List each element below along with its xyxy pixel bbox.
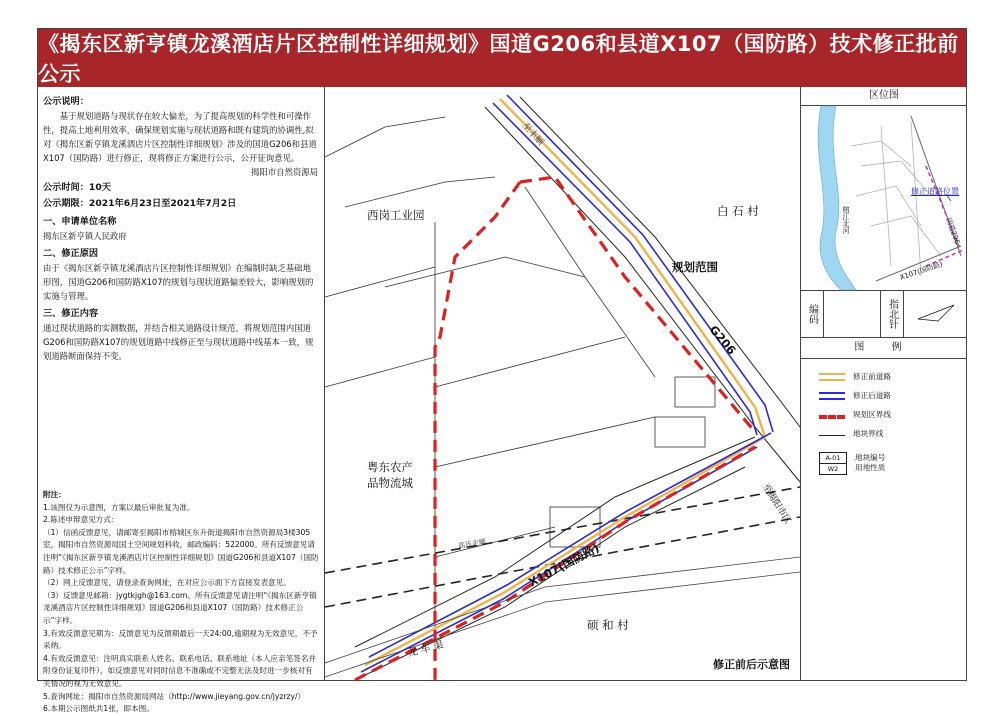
notice-sheet <box>37 28 967 714</box>
code-label: 编码 <box>801 291 824 337</box>
label-x107: X107(国防路) <box>526 540 602 590</box>
section-1-body: 揭东区新亨镇人民政府 <box>43 231 127 241</box>
note-line: 附注： <box>43 490 66 499</box>
legend-label: 修正后道路 <box>853 391 891 400</box>
legend-item <box>801 367 967 386</box>
section-2-body: 由于《揭东区新亨镇龙溪酒店片区控制性详细规划》在编制时缺乏基础地形图，国道G206和国防路X107的规划与现状道路偏差较大，影响规划的实施与管理。 <box>43 263 314 301</box>
legend-label: 地块界线 <box>853 429 884 438</box>
page-title: 《揭东区新亨镇龙溪酒店片区控制性详细规划》国道G206和县道X107（国防路）技术修正批前公示 <box>38 29 966 87</box>
loc-river-label: 榕江北河 <box>842 206 850 234</box>
legend-list <box>801 359 967 477</box>
label-baishi: 白 石 村 <box>717 204 759 218</box>
map-caption: 修正前后示意图 <box>713 658 790 671</box>
note-line: （1）信函反馈意见，请邮寄至揭阳市榕城区东升街道揭阳市自然资源局3楼305室，揭阳市自然资源局国土空间规划科收，邮政编码：522000。所有反馈意见请注明“《揭东区新亨镇龙溪酒店片区控制性详细规划》国道G206和县道X107（国防路）技术修正公示”字样。 <box>43 527 319 575</box>
location-map-title: 区位图 <box>801 87 967 106</box>
note-line: 5.查询网址：揭阳市自然资源局网站（http://www.jieyang.gov.cn/jyzrzy/） <box>43 691 306 701</box>
notes-block <box>43 489 319 716</box>
section-1-title: 一、申请单位名称 <box>43 216 117 227</box>
legend-parcel-swatch <box>819 435 845 436</box>
label-zhi-jieyang: 至揭阳市区 <box>760 482 793 527</box>
planning-boundary-line <box>355 177 755 680</box>
label-gaoya: 高压走廊 <box>457 537 487 551</box>
parcel-key-text-1: 地块编号 <box>855 453 886 462</box>
notice-heading: 公示说明： <box>43 96 89 107</box>
note-line: 3.有效反馈意见期为：反馈意见为反馈期最后一天24:00,逾期视为无效意见，不予采纳。 <box>43 628 318 651</box>
left-panel <box>38 87 325 714</box>
right-panel <box>800 87 967 680</box>
label-yuedong-2: 品物流城 <box>367 476 413 490</box>
location-map <box>801 106 967 291</box>
notice-period: 公示期限：2021年6月23日至2021年7月2日 <box>43 198 237 209</box>
label-guihua: 规划范围 <box>672 260 718 274</box>
parcel-boundaries <box>325 117 715 627</box>
label-g206: G206 <box>706 322 739 358</box>
note-line: 1.该图仅为示意图，方案以最后审批复为准。 <box>43 502 195 512</box>
note-line: 2.陈述申辩意见方式： <box>43 515 119 525</box>
parcel-use: W2 <box>827 464 839 473</box>
note-line: 6.本期公示图纸共1张，即本图。 <box>43 704 154 714</box>
north-arrow-icon <box>904 291 967 337</box>
parcel-key-box <box>819 452 847 475</box>
note-line: （2）网上反馈意见，请登录查询网址，在对应公示面下方直接发表意见。 <box>43 578 291 588</box>
legend-title: 图 例 <box>801 338 967 359</box>
notice-body: 基于规划道路与现状存在较大偏差，为了提高规划的科学性和可操作性，提高土地利用效率，确保规划实施与现状道路和既有建筑的协调性,拟对《揭东区新亨镇龙溪酒店片区控制性详细规划》涉及的国道G206和县道X107（国防路）进行修正，现将修正方案进行公示，公开征询意见。 <box>43 111 317 163</box>
code-value-cell <box>824 291 881 337</box>
map-drawing <box>325 87 800 680</box>
section-3-title: 三、修正内容 <box>43 308 99 319</box>
loc-x107-label: X107(国防路) <box>898 260 944 282</box>
code-north-row <box>801 291 967 338</box>
road-before-line <box>365 99 765 665</box>
label-zhi-fengshun: 至丰顺 <box>519 121 546 148</box>
note-line: （3）反馈意见邮箱：jygtkjgh@163.com。所有反馈意见请注明“《揭东区新亨镇龙溪酒店片区控制性详细规划》国道G206和县道X107（国防路）技术修正公示”字样。 <box>43 590 317 625</box>
label-longche: 龙 车 渠 <box>406 639 445 660</box>
north-label: 指北针 <box>881 291 904 337</box>
note-line: 4.有效反馈意见：注明真实联系人姓名、联系电话、联系地址（本人应亲笔签名并附身份证复印件），如反馈意见对同时信息不准确或不完整无法及时进一步核对有关情况的视为无效意见。 <box>43 653 317 688</box>
legend-label: 修正前道路 <box>853 372 891 381</box>
label-shuohe: 硕 和 村 <box>587 618 629 632</box>
label-xigang: 西岗工业园 <box>367 208 425 222</box>
label-yuedong-1: 粤东农产 <box>367 460 413 474</box>
legend-item <box>801 405 967 424</box>
road-after-line <box>361 95 773 672</box>
notice-duration: 公示时间：10天 <box>43 182 111 193</box>
legend-label: 规划区界线 <box>853 410 891 419</box>
g206-edges <box>485 97 800 482</box>
legend-boundary-swatch <box>819 415 845 419</box>
section-2-title: 二、修正原因 <box>43 248 99 259</box>
parcel-code: A-01 <box>820 453 846 464</box>
legend-parcel-key <box>801 449 967 477</box>
legend-before-swatch <box>819 373 845 381</box>
loc-tag-label: 修正道路位置 <box>911 187 959 196</box>
legend-item <box>801 386 967 405</box>
section-3-body: 通过现状道路的实测数据，并结合相关道路设计规范，将规划范围内国道G206和国防路X107的规划道路中线修正至与现状道路中线基本一致，规划道路断面保持不变。 <box>43 323 314 361</box>
legend-item <box>801 424 967 443</box>
loc-g206-label: 国道206 <box>944 216 962 246</box>
parcel-key-text-2: 用地性质 <box>855 463 886 472</box>
legend-after-swatch <box>819 392 845 400</box>
planning-map <box>325 87 800 680</box>
notice-signer: 揭阳市自然资源局 <box>251 167 318 177</box>
